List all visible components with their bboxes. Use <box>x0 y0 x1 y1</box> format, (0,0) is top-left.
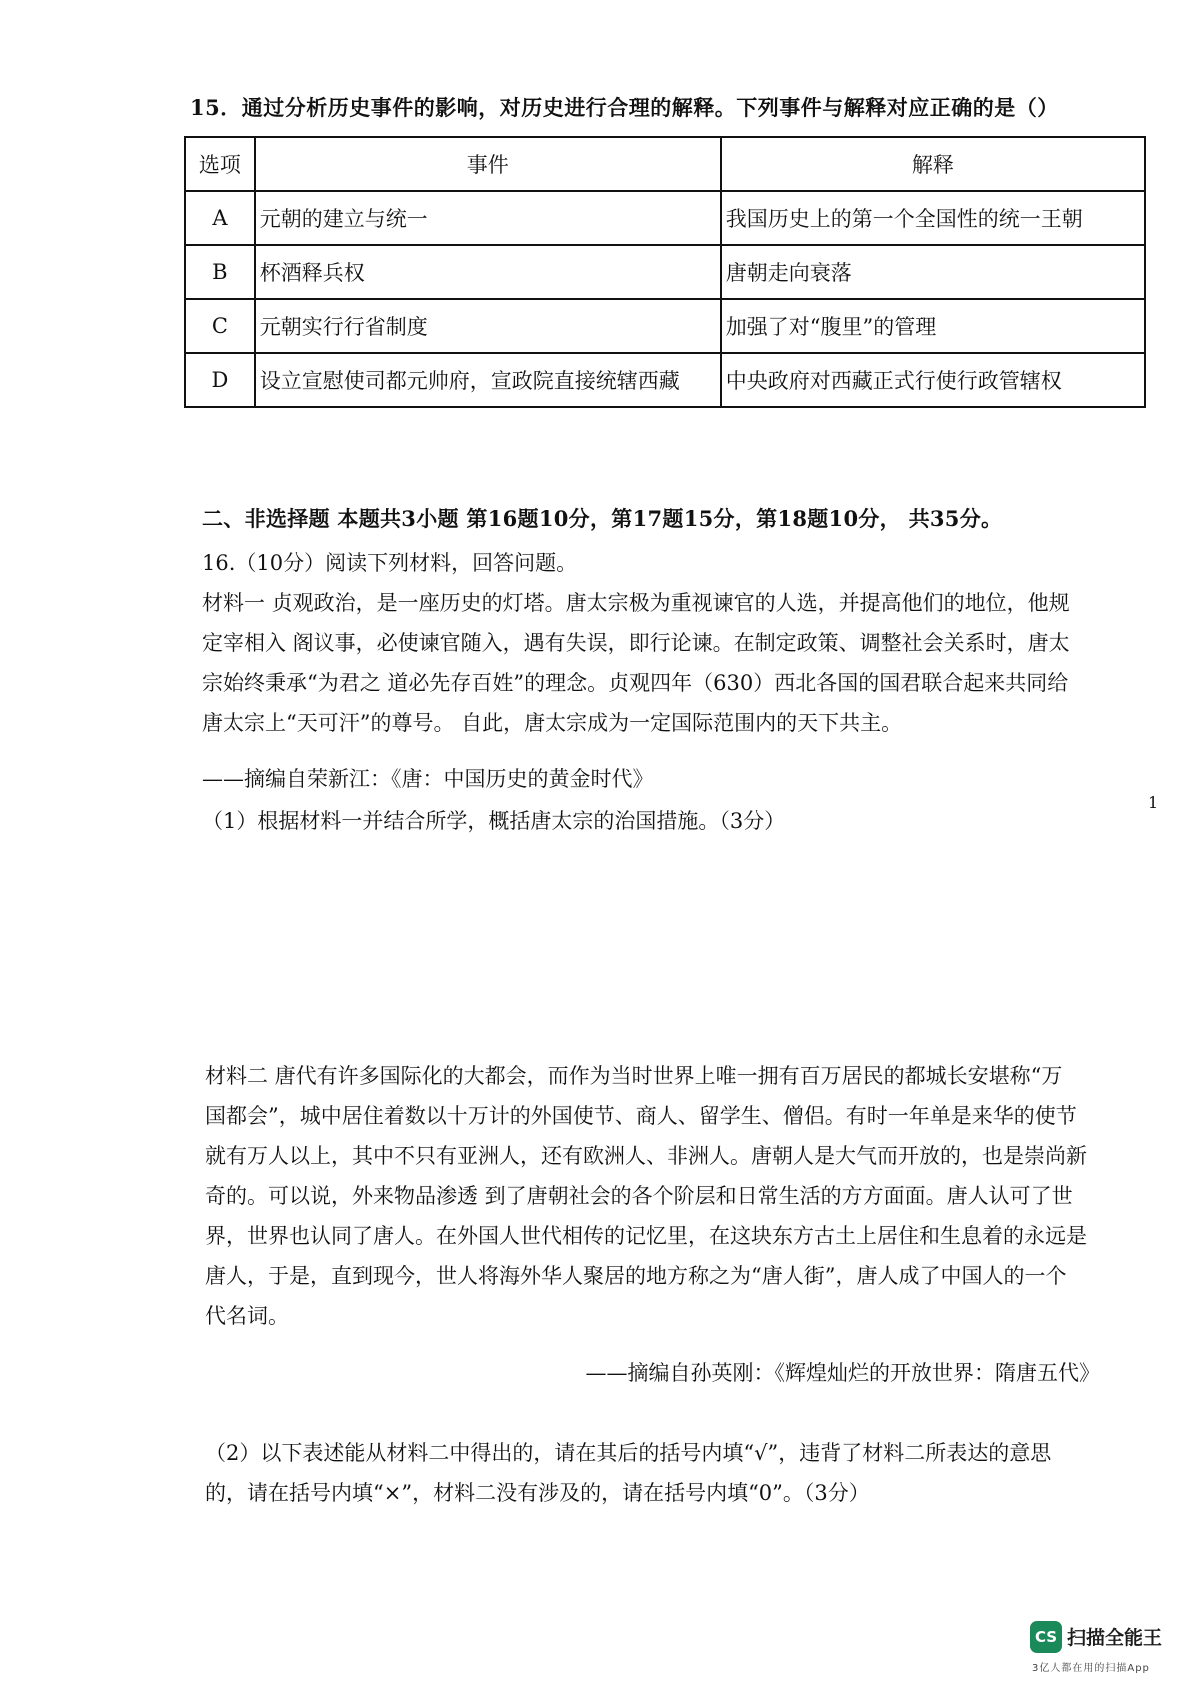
question-16-head: 16.（10分）阅读下列材料，回答问题。 <box>202 551 578 575</box>
material-1-source: ——摘编自荣新江：《唐：中国历史的黄金时代》 <box>202 767 654 791</box>
event-cell: 杯酒释兵权 <box>255 245 721 299</box>
section-2-heading: 二、非选择题 本题共3小题 第16题10分，第17题15分，第18题10分， 共35分。 <box>202 506 1003 531</box>
option-letter: D <box>185 353 255 407</box>
table-row <box>185 353 1145 407</box>
explanation-cell: 加强了对“腹里”的管理 <box>721 299 1145 353</box>
material-1-line: 唐太宗上“天可汗”的尊号。 自此，唐太宗成为一定国际范围内的天下共主。 <box>202 711 903 735</box>
watermark-tagline: 3亿人都在用的扫描App <box>1032 1663 1150 1674</box>
table-row <box>185 299 1145 353</box>
header-event: 事件 <box>255 137 721 191</box>
material-2-line: 唐人，于是，直到现今，世人将海外华人聚居的地方称之为“唐人街”，唐人成了中国人的一个 <box>205 1264 1067 1288</box>
question-16-part-1: （1）根据材料一并结合所学，概括唐太宗的治国措施。（3分） <box>202 809 786 833</box>
material-2-line: 材料二 唐代有许多国际化的大都会，而作为当时世界上唯一拥有百万居民的都城长安堪称“万 <box>205 1064 1063 1088</box>
table-row <box>185 191 1145 245</box>
watermark-app-name: 扫描全能王 <box>1067 1627 1163 1649</box>
material-1 <box>202 583 1122 743</box>
option-letter: C <box>185 299 255 353</box>
page-number: 1 <box>1148 793 1159 812</box>
question-16-part-2 <box>205 1433 1127 1513</box>
table-header-row <box>185 137 1145 191</box>
explanation-cell: 中央政府对西藏正式行使行政管辖权 <box>721 353 1145 407</box>
material-2-line: 就有万人以上，其中不只有亚洲人，还有欧洲人、非洲人。唐朝人是大气而开放的，也是崇尚新 <box>205 1144 1087 1168</box>
material-2-line: 代名词。 <box>205 1304 289 1328</box>
explanation-cell: 我国历史上的第一个全国性的统一王朝 <box>721 191 1145 245</box>
material-1-line: 材料一 贞观政治，是一座历史的灯塔。唐太宗极为重视谏官的人选，并提高他们的地位，他规 <box>202 591 1070 615</box>
header-explanation: 解释 <box>721 137 1145 191</box>
material-1-line: 定宰相入 阁议事，必使谏官随入，遇有失误，即行论谏。在制定政策、调整社会关系时，唐太 <box>202 631 1070 655</box>
question-16-part-2-line: （2）以下表述能从材料二中得出的，请在其后的括号内填“√”，违背了材料二所表达的意思 <box>205 1441 1052 1465</box>
material-2 <box>205 1056 1127 1336</box>
material-2-source: ——摘编自孙英刚：《辉煌灿烂的开放世界：隋唐五代》 <box>585 1361 1100 1385</box>
event-cell: 设立宣慰使司都元帅府，宣政院直接统辖西藏 <box>255 353 721 407</box>
material-2-line: 国都会”，城中居住着数以十万计的外国使节、商人、留学生、僧侣。有时一年单是来华的使节 <box>205 1104 1077 1128</box>
question-15-title: 15．通过分析历史事件的影响，对历史进行合理的解释。下列事件与解释对应正确的是（） <box>190 95 1059 120</box>
event-cell: 元朝的建立与统一 <box>255 191 721 245</box>
question-15-table <box>184 136 1146 408</box>
header-option: 选项 <box>185 137 255 191</box>
option-letter: B <box>185 245 255 299</box>
table-row <box>185 245 1145 299</box>
material-1-line: 宗始终秉承“为君之 道必先存百姓”的理念。贞观四年（630）西北各国的国君联合起来共同给 <box>202 671 1069 695</box>
question-16-part-2-line: 的，请在括号内填“×”，材料二没有涉及的，请在括号内填“0”。（3分） <box>205 1481 870 1505</box>
camscanner-logo-icon: CS <box>1030 1621 1062 1653</box>
material-2-line: 奇的。可以说，外来物品渗透 到了唐朝社会的各个阶层和日常生活的方方面面。唐人认可了世 <box>205 1184 1073 1208</box>
explanation-cell: 唐朝走向衰落 <box>721 245 1145 299</box>
event-cell: 元朝实行行省制度 <box>255 299 721 353</box>
material-2-line: 界，世界也认同了唐人。在外国人世代相传的记忆里，在这块东方古土上居住和生息着的永远是 <box>205 1224 1087 1248</box>
option-letter: A <box>185 191 255 245</box>
scanner-watermark <box>1030 1617 1180 1677</box>
